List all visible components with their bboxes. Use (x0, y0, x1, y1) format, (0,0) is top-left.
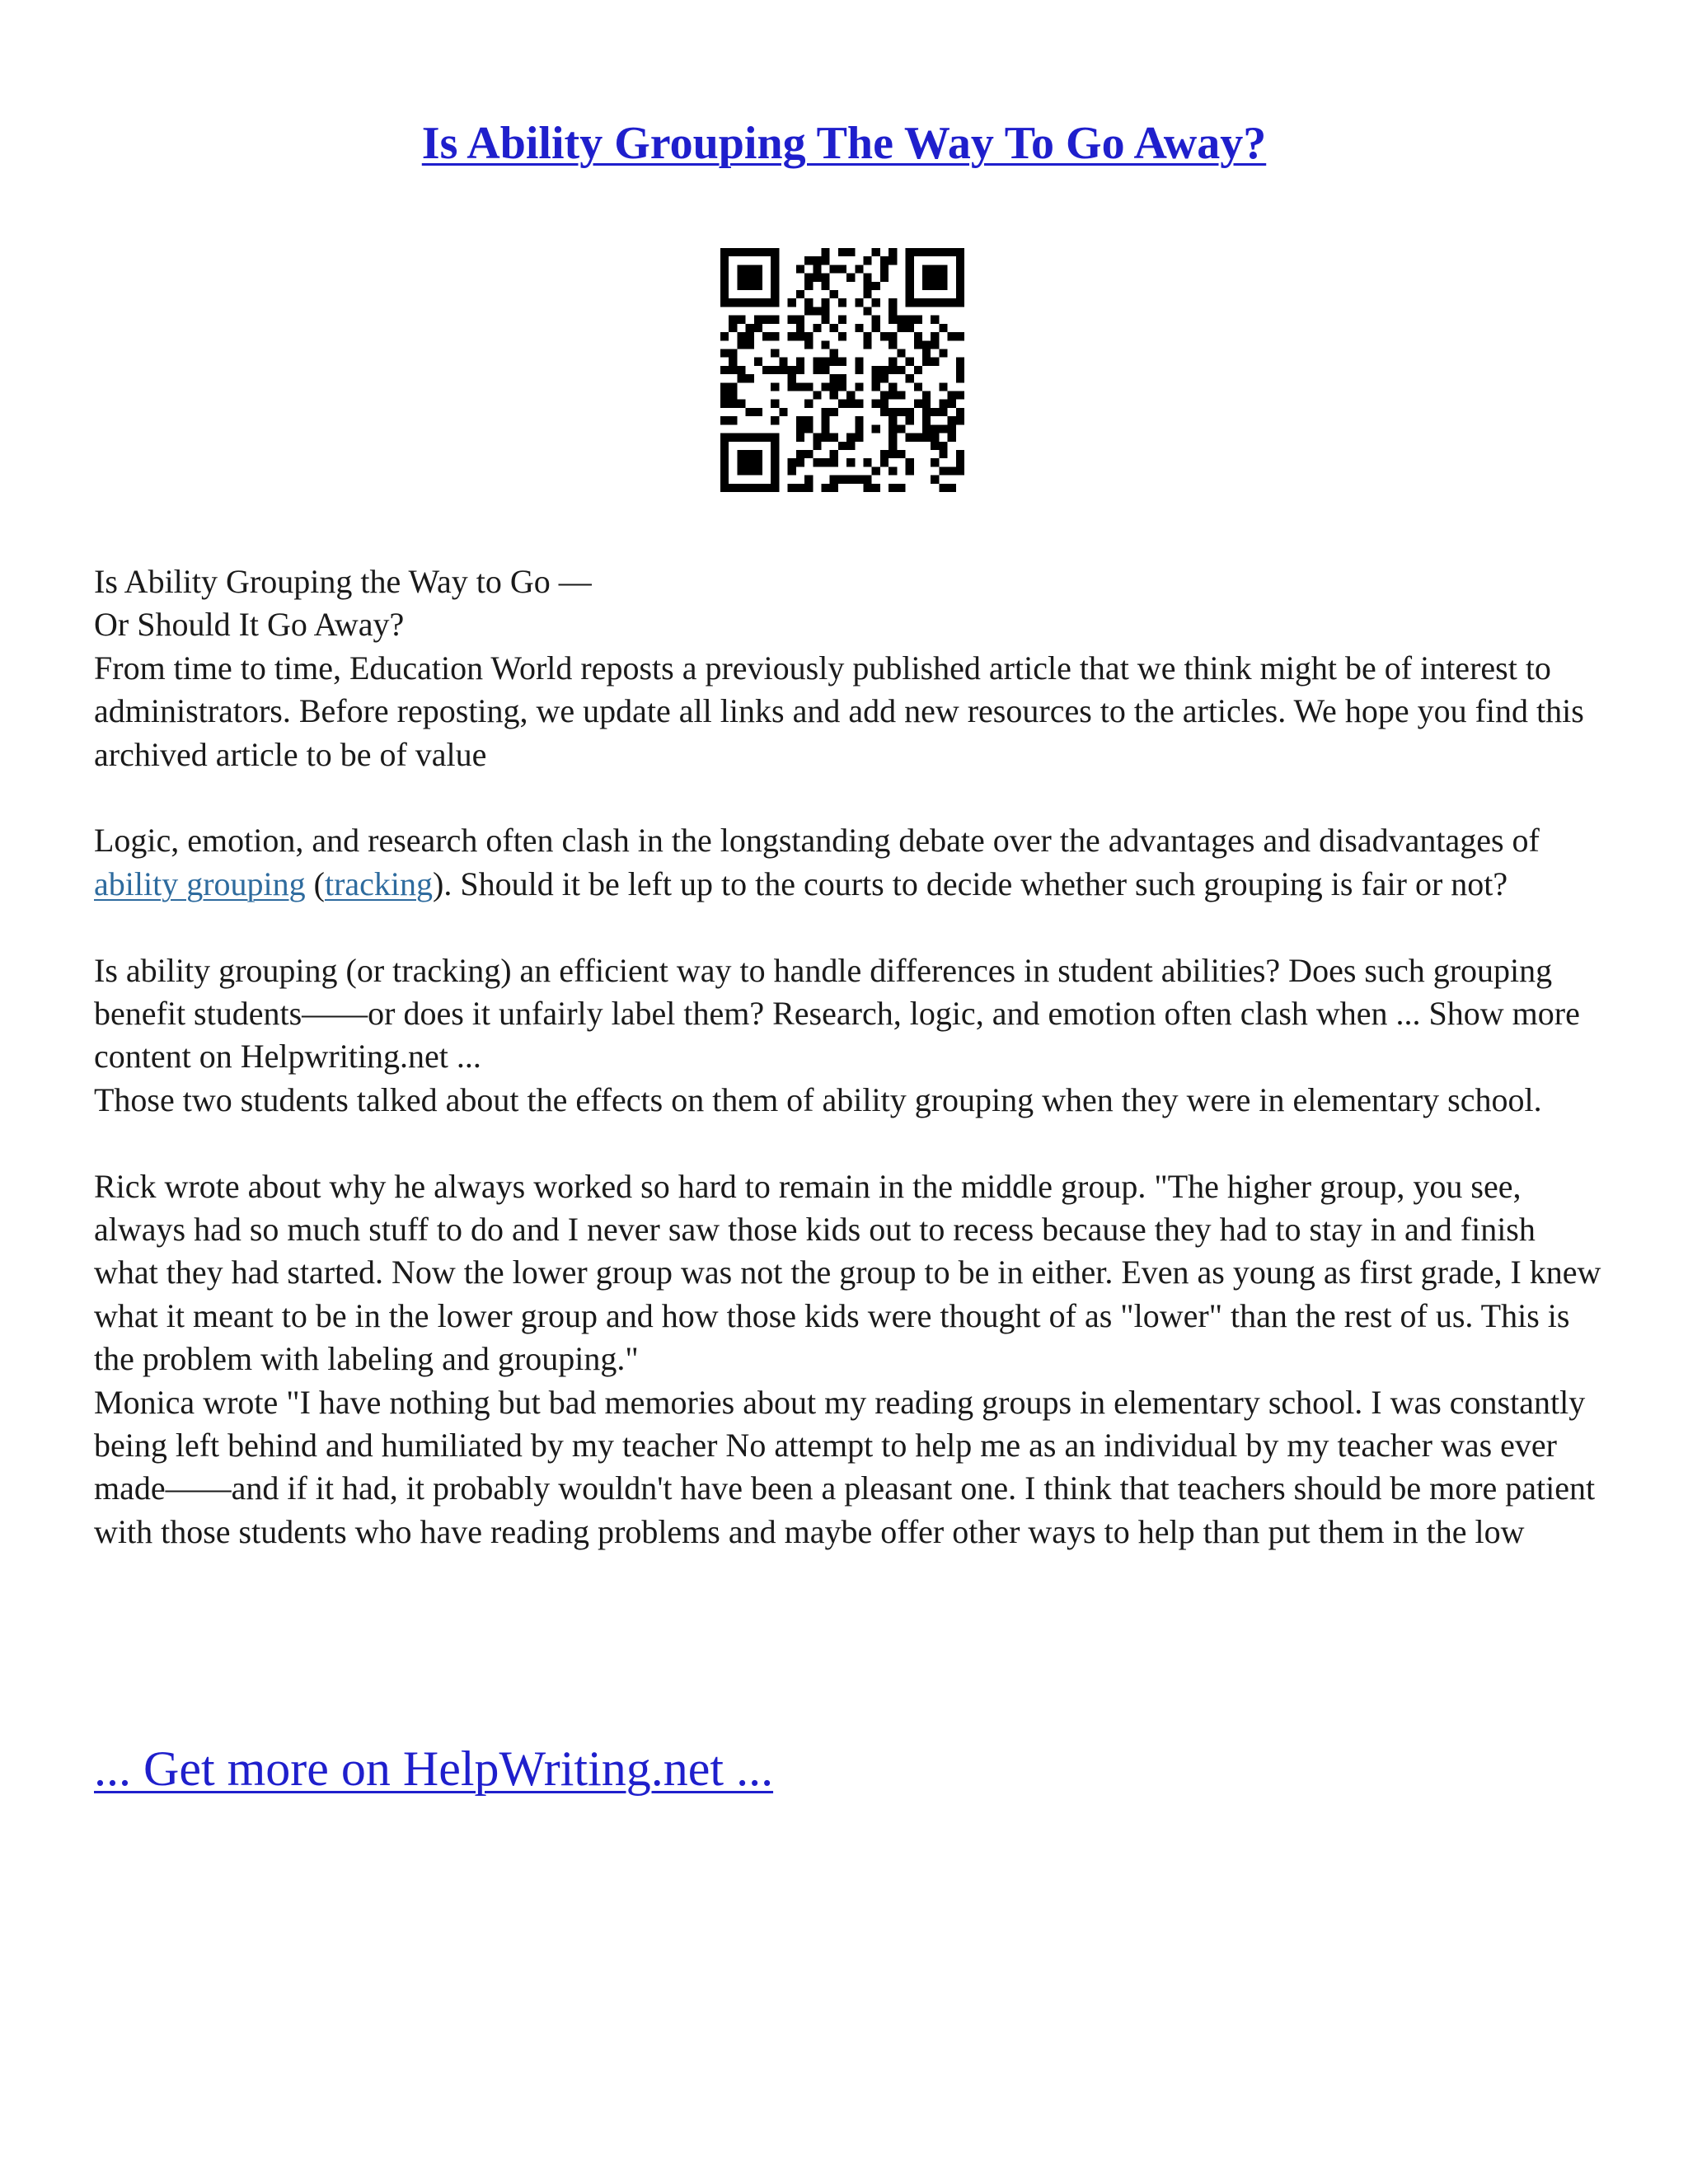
debate-text-start: Logic, emotion, and research often clash in the longstanding debate over the advantages and disadvantages of (94, 822, 1540, 860)
tracking-link[interactable]: tracking (324, 865, 434, 902)
ability-grouping-link[interactable]: ability grouping (94, 865, 306, 902)
qr-code-icon (720, 248, 964, 492)
paragraph-monica: Monica wrote "I have nothing but bad memories about my reading groups in elementary school. I was constantly being left behind and humiliated by my teacher No attempt to help me as an individual by my teacher was ever made——and if it had, it probably wouldn't have been a pleasant one. I think that teachers should be more patient with those students who have reading problems and maybe offer other ways to help than put them in the low (94, 1383, 1596, 1550)
debate-text-end: ). Should it be left up to the courts to decide whether such grouping is fair or not? (433, 865, 1508, 902)
get-more-link[interactable]: ... Get more on HelpWriting.net ... (94, 1741, 774, 1796)
title-link[interactable]: Is Ability Grouping The Way To Go Away? (421, 118, 1267, 169)
paragraph-followup: Those two students talked about the effects on them of ability grouping when they were in elementary school. (94, 1080, 1542, 1118)
debate-text-paren: ( (305, 865, 325, 902)
article-body (94, 560, 1602, 1554)
page-title (0, 114, 1688, 173)
repost-note: From time to time, Education World reposts a previously published article that we think might be of interest to administrators. Before reposting, we update all links and add new resources to the articles. We hope you find this archived article to be of value (94, 649, 1584, 773)
paragraph-question: Is ability grouping (or tracking) an efficient way to handle differences in student abilities? Does such grouping benefit students——or does it unfairly label them? Research, logic, and emotion often clash when ... Show more content on Helpwriting.net ... (94, 951, 1580, 1076)
paragraph-rick: Rick wrote about why he always worked so hard to remain in the middle group. "The higher group, you see, always had so much stuff to do and I never saw those kids out to recess because they had to stay in and finish what they had started. Now the lower group was not the group to be in either. Even as young as first grade, I knew what it meant to be in the lower group and how those kids were thought of as "lower" than the rest of us. This is the problem with labeling and grouping." (94, 1167, 1601, 1378)
intro-line-2: Or Should It Go Away? (94, 606, 405, 644)
get-more-container (94, 1737, 773, 1800)
paragraph-debate (94, 819, 1602, 906)
intro-line-1: Is Ability Grouping the Way to Go — (94, 563, 592, 600)
